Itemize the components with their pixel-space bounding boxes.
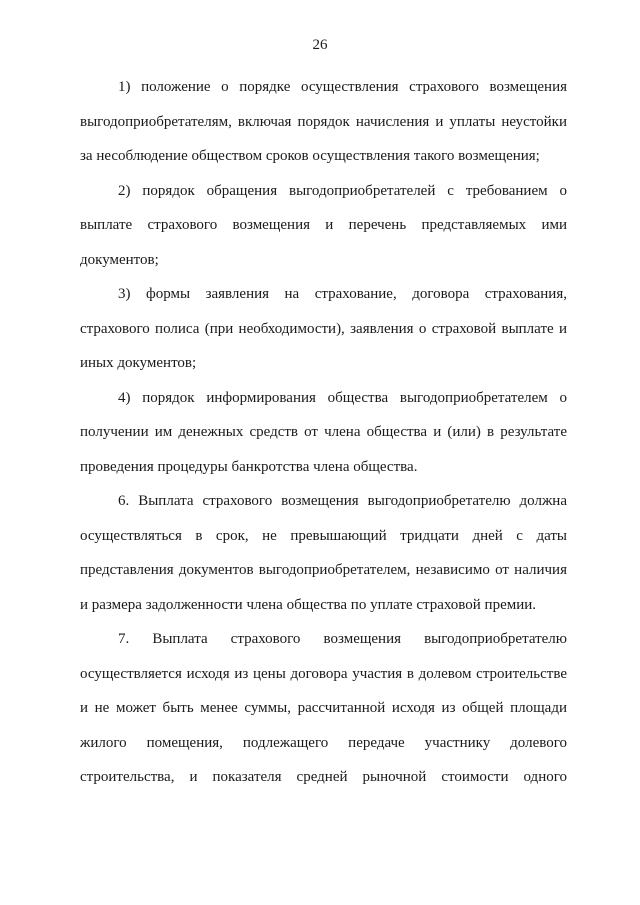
text-line: и размера задолженности члена общества по уплате страховой премии. xyxy=(80,596,537,613)
text-line: выплате страхового возмещения и перечень представляемых ими xyxy=(80,217,567,233)
text-line: страхового полиса (при необходимости), заявления о страховой выплате и xyxy=(80,320,567,337)
text-line: 1) положение о порядке осуществления страхового возмещения xyxy=(118,79,567,95)
text-line: 3) формы заявления на страхование, договора страхования, xyxy=(118,286,567,302)
text-line: за несоблюдение обществом сроков осуществления такого возмещения; xyxy=(80,148,540,164)
text-line: документов; xyxy=(80,251,159,268)
text-line: представления документов выгодоприобретателем, независимо от наличия xyxy=(80,562,567,578)
text-line: 2) порядок обращения выгодоприобретателей с требованием о xyxy=(118,182,567,199)
page-number: 26 xyxy=(312,37,328,53)
paragraph-1 xyxy=(80,70,567,174)
text-line: выгодоприобретателям, включая порядок начисления и уплаты неустойки xyxy=(80,113,567,130)
text-line: проведения процедуры банкротства члена общества. xyxy=(80,458,418,475)
text-line: строительства, и показателя средней рыночной стоимости одного xyxy=(80,769,567,785)
text-line: и не может быть менее суммы, рассчитанной исходя из общей площади xyxy=(80,700,567,716)
text-line: получении им денежных средств от члена общества и (или) в результате xyxy=(80,424,567,440)
text-line: 4) порядок информирования общества выгодоприобретателем о xyxy=(118,389,567,406)
paragraph-2 xyxy=(80,174,567,278)
paragraph-6 xyxy=(80,484,567,622)
text-line: 7. Выплата страхового возмещения выгодоприобретателю xyxy=(118,631,567,647)
text-line: 6. Выплата страхового возмещения выгодоприобретателю должна xyxy=(118,493,567,509)
paragraph-3 xyxy=(80,277,567,381)
paragraph-7 xyxy=(80,622,567,795)
paragraph-4 xyxy=(80,381,567,485)
text-line: осуществляться в срок, не превышающий тридцати дней с даты xyxy=(80,527,567,544)
document-body xyxy=(80,70,567,795)
text-line: иных документов; xyxy=(80,355,197,371)
text-line: жилого помещения, подлежащего передаче участнику долевого xyxy=(80,734,567,751)
text-line: осуществляется исходя из цены договора участия в долевом строительстве xyxy=(80,665,567,682)
